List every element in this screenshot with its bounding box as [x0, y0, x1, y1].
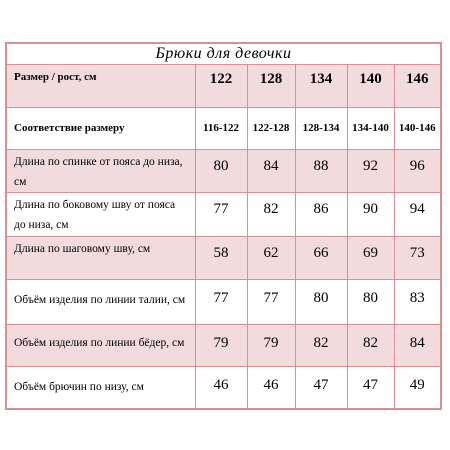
table-row: [7, 236, 440, 279]
table-row: [7, 149, 440, 192]
value-cell: 82: [295, 324, 347, 366]
value-cell: 69: [347, 236, 394, 279]
table-row: [7, 366, 440, 408]
table-row: [7, 279, 440, 324]
value-cell: 47: [295, 366, 347, 408]
chart-title: Брюки для девочки: [7, 44, 440, 65]
range-cell: 140-146: [394, 107, 440, 149]
size-140: 140: [347, 65, 394, 107]
size-122: 122: [195, 65, 247, 107]
value-cell: 92: [347, 149, 394, 192]
value-cell: 80: [195, 149, 247, 192]
value-cell: 80: [295, 279, 347, 324]
header-label: Размер / рост, см: [7, 65, 195, 107]
size-146: 146: [394, 65, 440, 107]
correspondence-label: Соответствие размеру: [7, 107, 195, 149]
value-cell: 96: [394, 149, 440, 192]
value-cell: 58: [195, 236, 247, 279]
range-cell: 128-134: [295, 107, 347, 149]
value-cell: 73: [394, 236, 440, 279]
value-cell: 82: [347, 324, 394, 366]
size-134: 134: [295, 65, 347, 107]
row-label: Длина по шаговому шву, см: [7, 236, 195, 279]
value-cell: 77: [195, 192, 247, 236]
value-cell: 49: [394, 366, 440, 408]
value-cell: 46: [195, 366, 247, 408]
value-cell: 88: [295, 149, 347, 192]
size-table: [7, 65, 440, 408]
row-label: Объём изделия по линии бёдер, см: [7, 324, 195, 366]
value-cell: 77: [195, 279, 247, 324]
value-cell: 77: [247, 279, 295, 324]
correspondence-row: [7, 107, 440, 149]
value-cell: 86: [295, 192, 347, 236]
table-row: [7, 324, 440, 366]
value-cell: 94: [394, 192, 440, 236]
table-row: [7, 192, 440, 236]
value-cell: 47: [347, 366, 394, 408]
row-label: Объём изделия по линии талии, см: [7, 279, 195, 324]
range-cell: 134-140: [347, 107, 394, 149]
value-cell: 46: [247, 366, 295, 408]
range-cell: 116-122: [195, 107, 247, 149]
row-label: Длина по боковому шву от пояса до низа, см: [7, 192, 195, 236]
value-cell: 84: [247, 149, 295, 192]
row-label: Объём брючин по низу, см: [7, 366, 195, 408]
size-128: 128: [247, 65, 295, 107]
value-cell: 83: [394, 279, 440, 324]
value-cell: 84: [394, 324, 440, 366]
value-cell: 80: [347, 279, 394, 324]
range-cell: 122-128: [247, 107, 295, 149]
value-cell: 79: [247, 324, 295, 366]
value-cell: 90: [347, 192, 394, 236]
value-cell: 82: [247, 192, 295, 236]
value-cell: 66: [295, 236, 347, 279]
header-row: [7, 65, 440, 107]
value-cell: 79: [195, 324, 247, 366]
size-chart: [5, 42, 442, 410]
row-label: Длина по спинке от пояса до низа, см: [7, 149, 195, 192]
value-cell: 62: [247, 236, 295, 279]
